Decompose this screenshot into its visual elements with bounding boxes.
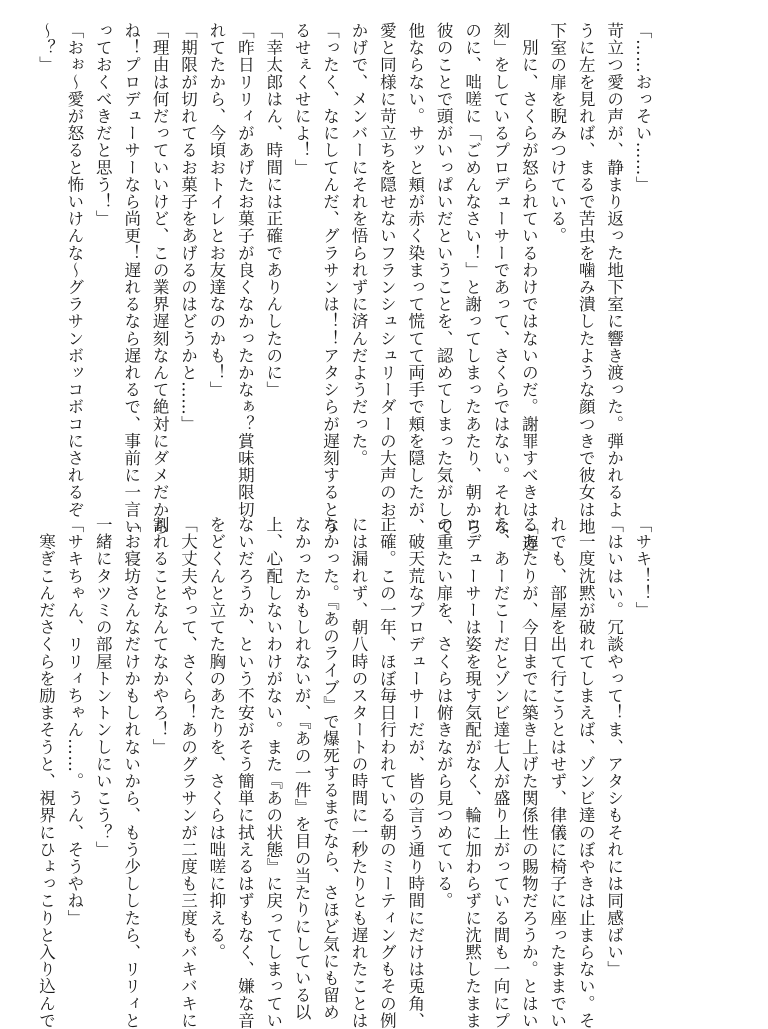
text-line: 愛と同様に苛立ちを隠せないフランシュシュリーダーの大声のお xyxy=(377,22,397,518)
text-line: なかった。『あのライブ』で爆死するまでなら、さほど気にも留め xyxy=(320,516,340,1021)
text-line: 別に、さくらが怒られているわけではないのだ。謝罪すべきは「遅 xyxy=(519,22,539,553)
text-line: のに、咄嗟に「ごめんなさい！」と謝ってしまったあたり、朝から xyxy=(462,22,482,535)
text-line: 「期限が切れてるお菓子をあげるのはどうかと……」 xyxy=(178,22,198,433)
text-line: 「おぉ～愛が怒ると怖いけんな～グラサンボッコボコにされるぞ xyxy=(64,22,84,518)
text-line: うに左を見れば、まるで苦虫を噛み潰したような顔つきで彼女は地 xyxy=(576,22,596,535)
text-line: 正確。この一年、ほぼ毎日行われている朝のミーティングもその例 xyxy=(377,516,397,1029)
text-line: 「……おっそい……」 xyxy=(633,22,652,193)
text-line: 「理由は何だっていいけど、この業界遅刻なんて絶対にダメだから xyxy=(150,22,170,535)
text-line: 割れることなんてなかやろ！」 xyxy=(150,516,170,756)
text-line: 下室の扉を睨みつけている。 xyxy=(547,22,567,245)
text-line: 一度沈黙が破れてしまえば、ゾンビ達のぼやきは止まらない。そ xyxy=(576,516,596,1029)
text-line: なかったかもしれないが、『あの一件』を目の当たりにしている以 xyxy=(292,516,312,1021)
text-line: るせぇくせによ！」 xyxy=(292,22,312,176)
text-line: をどくんと立てた胸のあたりを、さくらは咄嗟に抑える。 xyxy=(206,516,226,961)
text-block-upper xyxy=(36,22,656,553)
text-line: 破天荒なプロデューサーだが、皆の言う通り時間にだけは兎角、 xyxy=(405,516,425,1029)
text-line: 苛立つ愛の声が、静まり返った地下室に響き渡った。弾かれるよ xyxy=(604,22,624,518)
text-line: 上、心配しないわけがない。また『あの状態』に戻ってしまってい xyxy=(263,516,283,1029)
text-block-lower xyxy=(36,516,656,1029)
text-line: 他ならない。サッと頬が赤く染まって慌てて両手で頬を隠したが、 xyxy=(405,22,425,535)
text-line: 「昨日リリィがあげたお菓子が良くなかったかなぁ？賞味期限切 xyxy=(235,22,255,518)
text-line: 刻」をしているプロデューサーであって、さくらではない。それな xyxy=(490,22,510,535)
text-line: 彼のことで頭がいっぱいだということを、認めてしまった気がして xyxy=(434,22,454,535)
text-line: 寒ぎこんださくらを励まそうと、視界にひょっこりと入り込んで xyxy=(36,516,56,1029)
text-line: っておくべきだと思う！」 xyxy=(93,22,113,228)
text-line: ないだろうか、という不安がそう簡単に拭えるはずもなく、嫌な音 xyxy=(235,516,255,1029)
text-line: 「サキちゃん、リリィちゃん……。うん、そうやね」 xyxy=(64,516,84,927)
text-line: 「お寝坊さんなだけかもしれないから、もう少ししたら、リリィと xyxy=(121,516,141,1029)
text-line: ね！プロデューサーなら尚更！遅れるなら遅れるで、事前に一言い xyxy=(121,22,141,535)
text-line: には漏れず、朝八時のスタートの時間に一秒たりとも遅れたことは xyxy=(348,516,368,1029)
text-line: 「大丈夫やって、さくら！あのグラサンが二度も三度もバキバキに xyxy=(178,516,198,1029)
text-line: ロデューサーは姿を現す気配がなく、輪に加わらずに沈黙したまま xyxy=(462,516,482,1029)
text-line: るあたりが、今日までに築き上げた関係性の賜物だろうか。とはい xyxy=(519,516,539,1029)
text-line: かげで、メンバーにそれを悟られずに済んだようだった。 xyxy=(348,22,368,467)
text-line: え、あーだこーだとゾンビ達七人が盛り上がっている間も一向にプ xyxy=(490,516,510,1029)
text-line: の重たい扉を、さくらは俯きながら見つめている。 xyxy=(434,516,454,910)
text-line: 「幸太郎はん、時間には正確でありんしたのに」 xyxy=(263,22,283,399)
text-line: ～？」 xyxy=(36,22,56,74)
text-line: 「サキ！！」 xyxy=(633,516,652,619)
text-line: れてたから、今頃おトイレとお友達なのかも！」 xyxy=(206,22,226,399)
text-line: 一緒にタツミの部屋トントンしにいこう？」 xyxy=(93,516,113,858)
text-line: 「はいはい。冗談やって！ま、アタシもそれには同感ばい」 xyxy=(604,516,624,978)
text-line: 「ったく、なにしてんだ、グラサンは！！アタシらが遅刻するとう xyxy=(320,22,340,535)
text-line: れでも、部屋を出て行こうとはせず、律儀に椅子に座ったままでい xyxy=(547,516,567,1029)
